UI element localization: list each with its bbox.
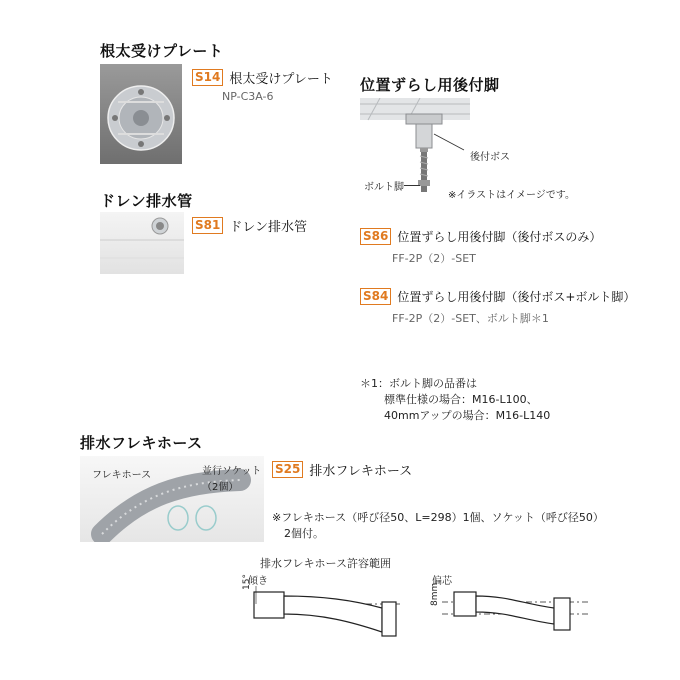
range-title: 排水フレキホース許容範囲 [260, 557, 392, 570]
illust-note: ※イラストはイメージです。 [448, 190, 575, 201]
plate-photo [100, 64, 182, 164]
footnote-line1: ＊1：ボルト脚の品番は [360, 377, 477, 390]
drain-name: ドレン排水管 [229, 220, 308, 235]
label-boss: 後付ボス [470, 152, 510, 163]
offset-leg-heading: 位置ずらし用後付脚 [360, 76, 500, 94]
label-bolt: ボルト脚 [364, 182, 404, 193]
hose-code-badge: S25 [272, 461, 303, 478]
drain-heading: ドレン排水管 [100, 192, 193, 210]
drain-code-badge: S81 [192, 217, 223, 234]
offset-item-model: FF-2P（2）-SET、ボルト脚＊1 [392, 312, 549, 325]
plate-image-icon [100, 64, 182, 164]
footnote-line3: 40mmアップの場合：M16-L140 [384, 409, 551, 422]
drain-photo [100, 212, 184, 274]
label-socket: 並行ソケット [202, 466, 262, 477]
offset-item-name: 位置ずらし用後付脚（後付ボス+ボルト脚） [397, 290, 636, 304]
tilt-label: 傾き [248, 576, 268, 587]
tilt-value: 15° [242, 574, 252, 590]
tilt-range-icon [232, 584, 412, 640]
plate-code-badge: S14 [192, 69, 223, 86]
bolt-leader-line [404, 185, 420, 186]
hose-heading: 排水フレキホース [80, 434, 203, 452]
plate-name: 根太受けプレート [229, 72, 333, 87]
offset-item-name: 位置ずらし用後付脚（後付ボスのみ） [397, 230, 602, 244]
drain-pipe-icon [100, 212, 184, 274]
footnote-line2: 標準仕様の場合：M16-L100、 [384, 393, 538, 406]
label-socket-qty: （2個） [202, 482, 239, 493]
offset-diagram [428, 584, 594, 640]
offset-item-code-badge: S86 [360, 228, 391, 245]
hose-note-line1: ※フレキホース（呼び径50、L=298）1個、ソケット（呼び径50） [272, 511, 604, 524]
offset-item-model: FF-2P（2）-SET [392, 252, 476, 265]
label-flex-hose: フレキホース [92, 470, 152, 481]
offset-label: 偏芯 [432, 576, 452, 587]
offset-range-icon [428, 584, 594, 640]
hose-name: 排水フレキホース [309, 464, 413, 479]
offset-item-code-badge: S84 [360, 288, 391, 305]
hose-note-line2: 2個付。 [284, 527, 324, 540]
plate-heading: 根太受けプレート [100, 42, 224, 60]
tilt-diagram [232, 584, 412, 640]
offset-value: 8mm [430, 582, 440, 606]
plate-model: NP-C3A-6 [222, 90, 274, 103]
